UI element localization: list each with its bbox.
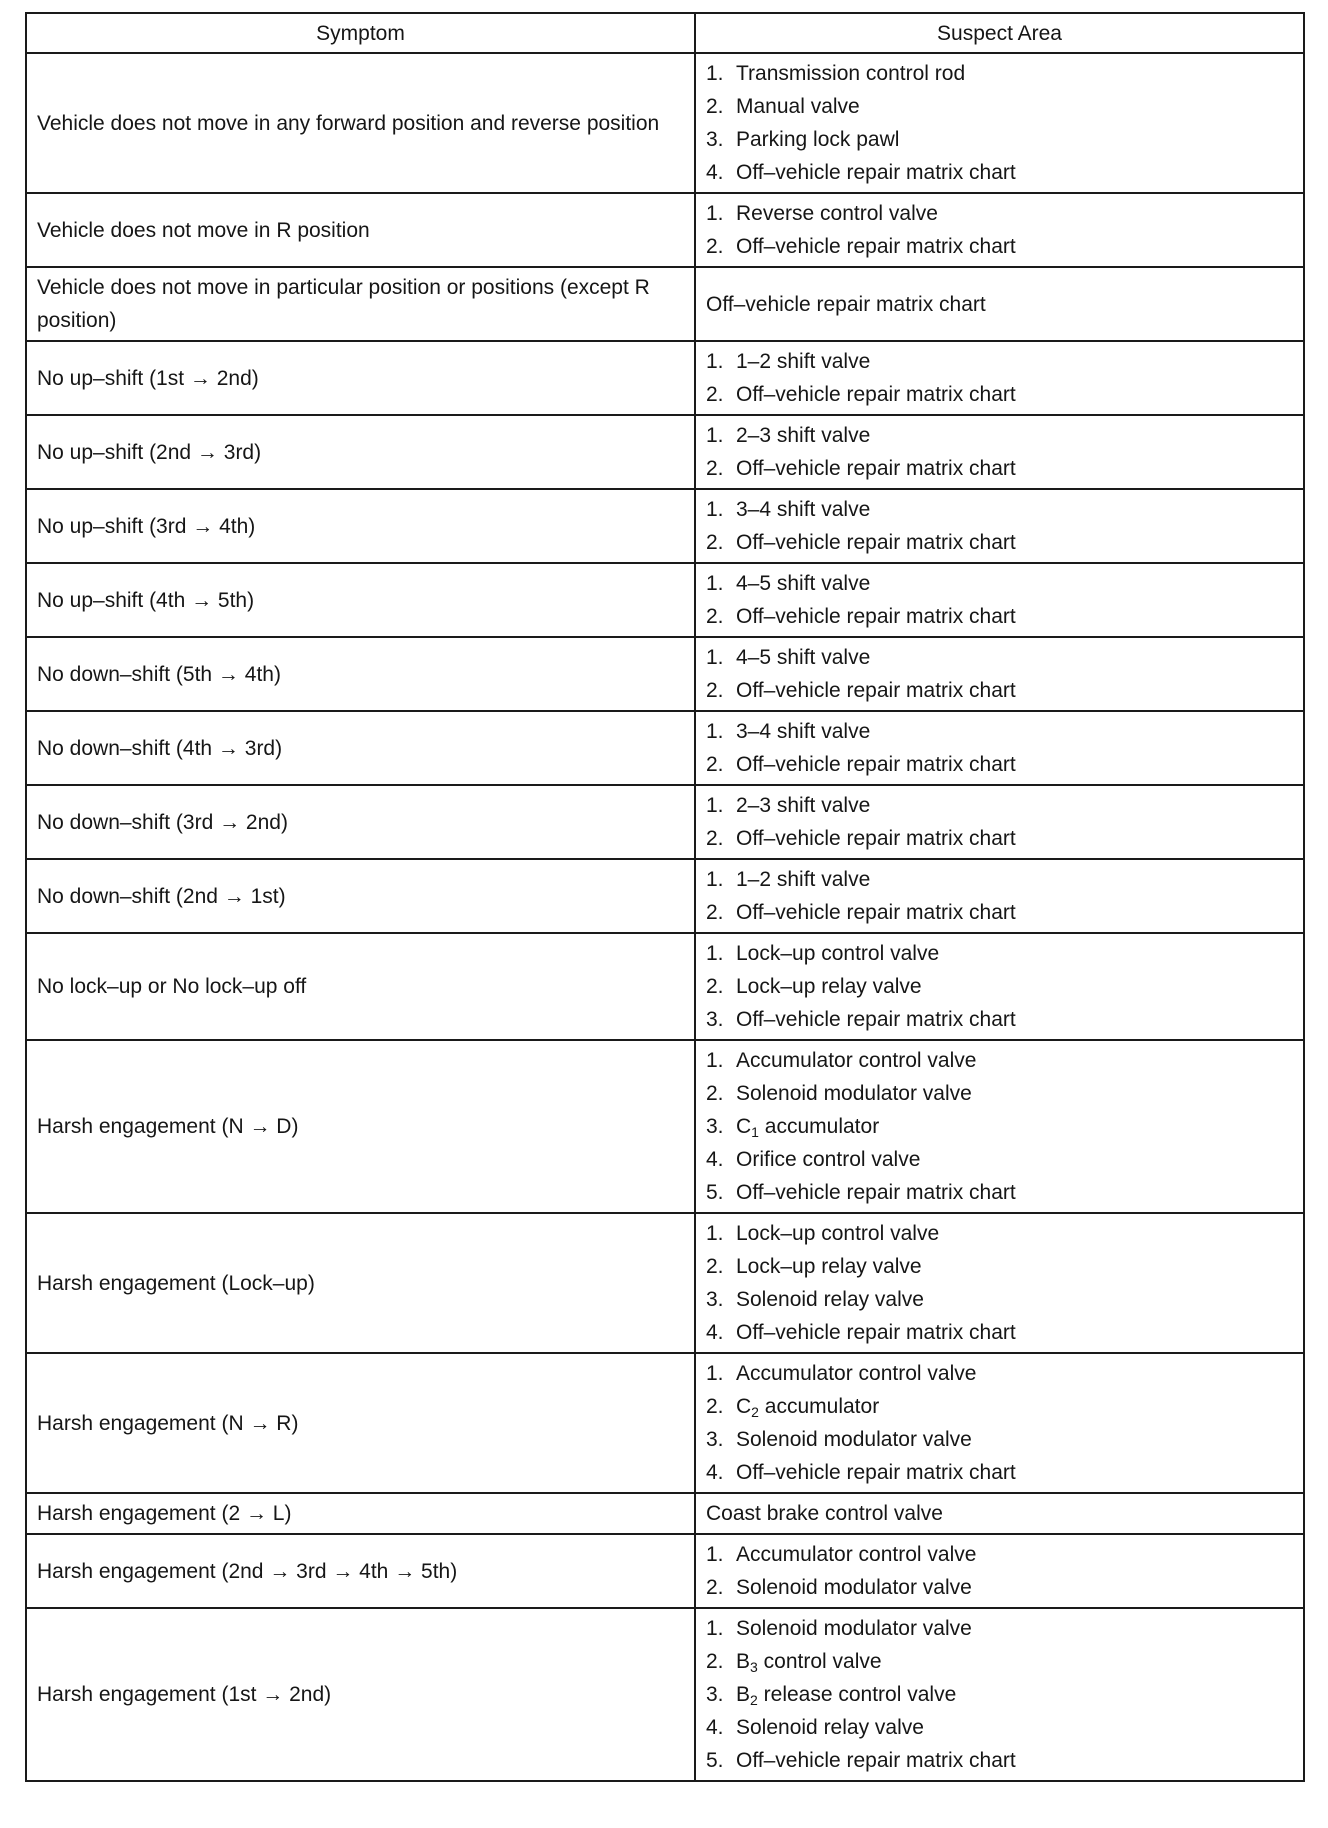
- symptom-cell: Vehicle does not move in particular position or positions (except R position): [26, 267, 695, 341]
- suspect-item-text: Off–vehicle repair matrix chart: [736, 383, 1016, 406]
- symptom-cell: No down–shift (4th → 3rd): [26, 711, 695, 785]
- table-row: [26, 711, 1304, 785]
- suspect-item-number: 1.: [706, 350, 724, 373]
- symptom-cell: No down–shift (2nd → 1st): [26, 859, 695, 933]
- suspect-item-text: Off–vehicle repair matrix chart: [736, 901, 1016, 924]
- table-row: [26, 933, 1304, 1040]
- suspect-item-number: 1.: [706, 1049, 724, 1072]
- table-row: [26, 267, 1304, 341]
- suspect-item-number: 1.: [706, 202, 724, 225]
- suspect-item-text: Off–vehicle repair matrix chart: [736, 605, 1016, 628]
- suspect-item: [706, 970, 1293, 1003]
- suspect-item-text: Orifice control valve: [736, 1148, 921, 1171]
- suspect-area-cell: [695, 53, 1304, 193]
- symptom-cell: No lock–up or No lock–up off: [26, 933, 695, 1040]
- header-suspect-area: Suspect Area: [695, 13, 1304, 53]
- suspect-area-cell: [695, 193, 1304, 267]
- suspect-item: [706, 378, 1293, 411]
- suspect-item-number: 2.: [706, 827, 724, 850]
- suspect-list: [706, 493, 1293, 559]
- suspect-item-text: 2–3 shift valve: [736, 424, 871, 447]
- table-row: [26, 341, 1304, 415]
- suspect-item: [706, 230, 1293, 263]
- suspect-area-cell: [695, 415, 1304, 489]
- table-row: [26, 1493, 1304, 1534]
- symptom-cell: Vehicle does not move in R position: [26, 193, 695, 267]
- suspect-item-text: 1–2 shift valve: [736, 350, 871, 373]
- suspect-item: [706, 526, 1293, 559]
- suspect-item-text: Transmission control rod: [736, 62, 966, 85]
- suspect-item-text: Lock–up relay valve: [736, 1255, 922, 1278]
- symptom-cell: No down–shift (5th → 4th): [26, 637, 695, 711]
- suspect-item-text: Solenoid modulator valve: [736, 1576, 972, 1599]
- suspect-item: [706, 1283, 1293, 1316]
- suspect-item-text: Solenoid relay valve: [736, 1288, 924, 1311]
- suspect-list: [706, 197, 1293, 263]
- suspect-item-text: Manual valve: [736, 95, 860, 118]
- table-row: [26, 637, 1304, 711]
- suspect-item-text: Off–vehicle repair matrix chart: [736, 753, 1016, 776]
- suspect-item-text: Off–vehicle repair matrix chart: [736, 1749, 1016, 1772]
- suspect-item-number: 1.: [706, 1362, 724, 1385]
- suspect-item: [706, 493, 1293, 526]
- suspect-item: [706, 90, 1293, 123]
- suspect-item-text: Off–vehicle repair matrix chart: [736, 235, 1016, 258]
- suspect-item-text: Off–vehicle repair matrix chart: [736, 827, 1016, 850]
- suspect-item: [706, 1612, 1293, 1645]
- table-row: [26, 1213, 1304, 1353]
- suspect-item-number: 2.: [706, 605, 724, 628]
- symptom-cell: No up–shift (1st → 2nd): [26, 341, 695, 415]
- table-row: [26, 1353, 1304, 1493]
- suspect-item-number: 2.: [706, 1255, 724, 1278]
- suspect-item: [706, 896, 1293, 929]
- suspect-item: [706, 1357, 1293, 1390]
- suspect-item-text: $C_1$ accumulator: [736, 1115, 880, 1140]
- troubleshooting-sheet: [25, 12, 1303, 1782]
- table-row: [26, 1534, 1304, 1608]
- suspect-item: [706, 1316, 1293, 1349]
- suspect-item-number: 3.: [706, 128, 724, 151]
- suspect-item-number: 5.: [706, 1181, 724, 1204]
- suspect-item: [706, 1538, 1293, 1571]
- suspect-item-text: Off–vehicle repair matrix chart: [736, 1321, 1016, 1344]
- suspect-item: [706, 156, 1293, 189]
- suspect-area-cell: [695, 563, 1304, 637]
- suspect-item-text: Off–vehicle repair matrix chart: [736, 1461, 1016, 1484]
- header-row: [26, 13, 1304, 53]
- suspect-list: [706, 937, 1293, 1036]
- suspect-item-number: 2.: [706, 95, 724, 118]
- suspect-item: [706, 1250, 1293, 1283]
- suspect-item-number: 2.: [706, 235, 724, 258]
- suspect-item: [706, 674, 1293, 707]
- suspect-item: [706, 123, 1293, 156]
- suspect-item: [706, 715, 1293, 748]
- suspect-item-number: 1.: [706, 62, 724, 85]
- suspect-item: [706, 1044, 1293, 1077]
- table-row: [26, 563, 1304, 637]
- suspect-item-text: Parking lock pawl: [736, 128, 900, 151]
- suspect-item-number: 1.: [706, 1222, 724, 1245]
- symptom-cell: Harsh engagement (2 → L): [26, 1493, 695, 1534]
- suspect-item: [706, 197, 1293, 230]
- symptom-cell: Harsh engagement (N → D): [26, 1040, 695, 1213]
- suspect-item-text: Off–vehicle repair matrix chart: [736, 1008, 1016, 1031]
- table-row: [26, 193, 1304, 267]
- suspect-area-text: Off–vehicle repair matrix chart: [706, 292, 986, 316]
- suspect-item-text: Solenoid modulator valve: [736, 1428, 972, 1451]
- suspect-item-text: $C_2$ accumulator: [736, 1395, 880, 1420]
- suspect-item-text: 3–4 shift valve: [736, 498, 871, 521]
- suspect-item-text: Lock–up control valve: [736, 942, 940, 965]
- suspect-list: [706, 863, 1293, 929]
- suspect-item-number: 4.: [706, 1321, 724, 1344]
- symptom-cell: No up–shift (2nd → 3rd): [26, 415, 695, 489]
- suspect-item: [706, 57, 1293, 90]
- suspect-item-text: 4–5 shift valve: [736, 646, 871, 669]
- suspect-item-text: 2–3 shift valve: [736, 794, 871, 817]
- suspect-item: [706, 863, 1293, 896]
- table-row: [26, 1040, 1304, 1213]
- table-row: [26, 859, 1304, 933]
- suspect-area-cell: [695, 933, 1304, 1040]
- table-row: [26, 415, 1304, 489]
- suspect-item-number: 2.: [706, 1082, 724, 1105]
- suspect-item-text: $B_3$ control valve: [736, 1650, 882, 1675]
- suspect-item-number: 2.: [706, 1576, 724, 1599]
- suspect-item: [706, 1571, 1293, 1604]
- suspect-item: [706, 1423, 1293, 1456]
- suspect-item-text: Accumulator control valve: [736, 1543, 977, 1566]
- suspect-list: [706, 1217, 1293, 1349]
- suspect-list: [706, 567, 1293, 633]
- suspect-item-number: 3.: [706, 1115, 724, 1138]
- suspect-list: [706, 1612, 1293, 1777]
- suspect-item: [706, 1003, 1293, 1036]
- suspect-item-number: 1.: [706, 424, 724, 447]
- suspect-item-number: 2.: [706, 679, 724, 702]
- symptom-cell: No up–shift (4th → 5th): [26, 563, 695, 637]
- suspect-area-text: Coast brake control valve: [706, 1502, 943, 1525]
- suspect-item-number: 4.: [706, 1461, 724, 1484]
- symptom-cell: Vehicle does not move in any forward position and reverse position: [26, 53, 695, 193]
- suspect-item-number: 1.: [706, 942, 724, 965]
- suspect-item-number: 3.: [706, 1008, 724, 1031]
- suspect-item-text: Off–vehicle repair matrix chart: [736, 161, 1016, 184]
- suspect-item-number: 1.: [706, 572, 724, 595]
- symptom-cell: Harsh engagement (Lock–up): [26, 1213, 695, 1353]
- table-row: [26, 489, 1304, 563]
- suspect-item-text: Solenoid relay valve: [736, 1716, 924, 1739]
- suspect-item: [706, 1143, 1293, 1176]
- suspect-item-text: Off–vehicle repair matrix chart: [736, 531, 1016, 554]
- suspect-list: [706, 1538, 1293, 1604]
- suspect-area-cell: [695, 785, 1304, 859]
- suspect-item-text: Lock–up control valve: [736, 1222, 940, 1245]
- suspect-list: [706, 1044, 1293, 1209]
- suspect-item-number: 4.: [706, 161, 724, 184]
- suspect-item: [706, 345, 1293, 378]
- suspect-area-cell: [695, 1213, 1304, 1353]
- suspect-item-number: 2.: [706, 457, 724, 480]
- suspect-area-cell: [695, 711, 1304, 785]
- table-row: [26, 53, 1304, 193]
- suspect-item: [706, 1390, 1293, 1423]
- suspect-item-number: 1.: [706, 1543, 724, 1566]
- suspect-area-cell: [695, 1534, 1304, 1608]
- suspect-list: [706, 789, 1293, 855]
- suspect-area-cell: [695, 1493, 1304, 1534]
- suspect-item: [706, 1456, 1293, 1489]
- symptom-cell: No down–shift (3rd → 2nd): [26, 785, 695, 859]
- suspect-list: [706, 419, 1293, 485]
- suspect-item-number: 1.: [706, 1617, 724, 1640]
- suspect-item-number: 4.: [706, 1148, 724, 1171]
- suspect-item-number: 1.: [706, 794, 724, 817]
- symptom-cell: Harsh engagement (N → R): [26, 1353, 695, 1493]
- table-row: [26, 785, 1304, 859]
- suspect-list: [706, 641, 1293, 707]
- suspect-item-number: 2.: [706, 531, 724, 554]
- suspect-item: [706, 748, 1293, 781]
- suspect-list: [706, 1357, 1293, 1489]
- suspect-item: [706, 419, 1293, 452]
- suspect-item-text: Accumulator control valve: [736, 1362, 977, 1385]
- suspect-area-cell: [695, 859, 1304, 933]
- suspect-list: [706, 345, 1293, 411]
- suspect-item-number: 2.: [706, 1395, 724, 1418]
- suspect-list: [706, 715, 1293, 781]
- suspect-item-number: 2.: [706, 975, 724, 998]
- suspect-item-text: 4–5 shift valve: [736, 572, 871, 595]
- suspect-item-number: 2.: [706, 753, 724, 776]
- suspect-item: [706, 641, 1293, 674]
- suspect-item-number: 2.: [706, 1650, 724, 1673]
- suspect-item-text: 3–4 shift valve: [736, 720, 871, 743]
- symptom-table: [25, 12, 1305, 1782]
- suspect-item: [706, 1077, 1293, 1110]
- suspect-item-text: Solenoid modulator valve: [736, 1617, 972, 1640]
- suspect-item-number: 1.: [706, 868, 724, 891]
- suspect-item: [706, 600, 1293, 633]
- suspect-item: [706, 1176, 1293, 1209]
- header-symptom: Symptom: [26, 13, 695, 53]
- suspect-area-cell: [695, 637, 1304, 711]
- suspect-item-text: Reverse control valve: [736, 202, 938, 225]
- table-row: [26, 1608, 1304, 1781]
- table-body: [26, 53, 1304, 1781]
- suspect-item: [706, 1678, 1293, 1711]
- suspect-item-number: 1.: [706, 646, 724, 669]
- suspect-area-cell: [695, 341, 1304, 415]
- suspect-item: [706, 937, 1293, 970]
- suspect-item-number: 4.: [706, 1716, 724, 1739]
- suspect-item: [706, 789, 1293, 822]
- suspect-item-text: Off–vehicle repair matrix chart: [736, 457, 1016, 480]
- suspect-item-text: Off–vehicle repair matrix chart: [736, 679, 1016, 702]
- suspect-list: [706, 57, 1293, 189]
- symptom-cell: Harsh engagement (1st → 2nd): [26, 1608, 695, 1781]
- suspect-area-cell: [695, 1040, 1304, 1213]
- suspect-item-number: 2.: [706, 383, 724, 406]
- suspect-item-number: 2.: [706, 901, 724, 924]
- suspect-item-text: $B_2$ release control valve: [736, 1683, 957, 1708]
- suspect-item: [706, 1744, 1293, 1777]
- suspect-item-text: Off–vehicle repair matrix chart: [736, 1181, 1016, 1204]
- suspect-area-cell: [695, 267, 1304, 341]
- suspect-item-number: 1.: [706, 720, 724, 743]
- suspect-item-text: Solenoid modulator valve: [736, 1082, 972, 1105]
- symptom-cell: Harsh engagement (2nd → 3rd → 4th → 5th): [26, 1534, 695, 1608]
- suspect-item: [706, 822, 1293, 855]
- suspect-item: [706, 1110, 1293, 1143]
- suspect-area-cell: [695, 489, 1304, 563]
- suspect-item-number: 1.: [706, 498, 724, 521]
- suspect-item: [706, 1711, 1293, 1744]
- suspect-item: [706, 567, 1293, 600]
- suspect-item-text: Accumulator control valve: [736, 1049, 977, 1072]
- suspect-area-cell: [695, 1353, 1304, 1493]
- suspect-item-number: 3.: [706, 1288, 724, 1311]
- suspect-item-number: 5.: [706, 1749, 724, 1772]
- suspect-area-cell: [695, 1608, 1304, 1781]
- suspect-item-number: 3.: [706, 1683, 724, 1706]
- suspect-item: [706, 1645, 1293, 1678]
- suspect-item-number: 3.: [706, 1428, 724, 1451]
- suspect-item: [706, 1217, 1293, 1250]
- suspect-item-text: Lock–up relay valve: [736, 975, 922, 998]
- symptom-cell: No up–shift (3rd → 4th): [26, 489, 695, 563]
- suspect-item: [706, 452, 1293, 485]
- suspect-item-text: 1–2 shift valve: [736, 868, 871, 891]
